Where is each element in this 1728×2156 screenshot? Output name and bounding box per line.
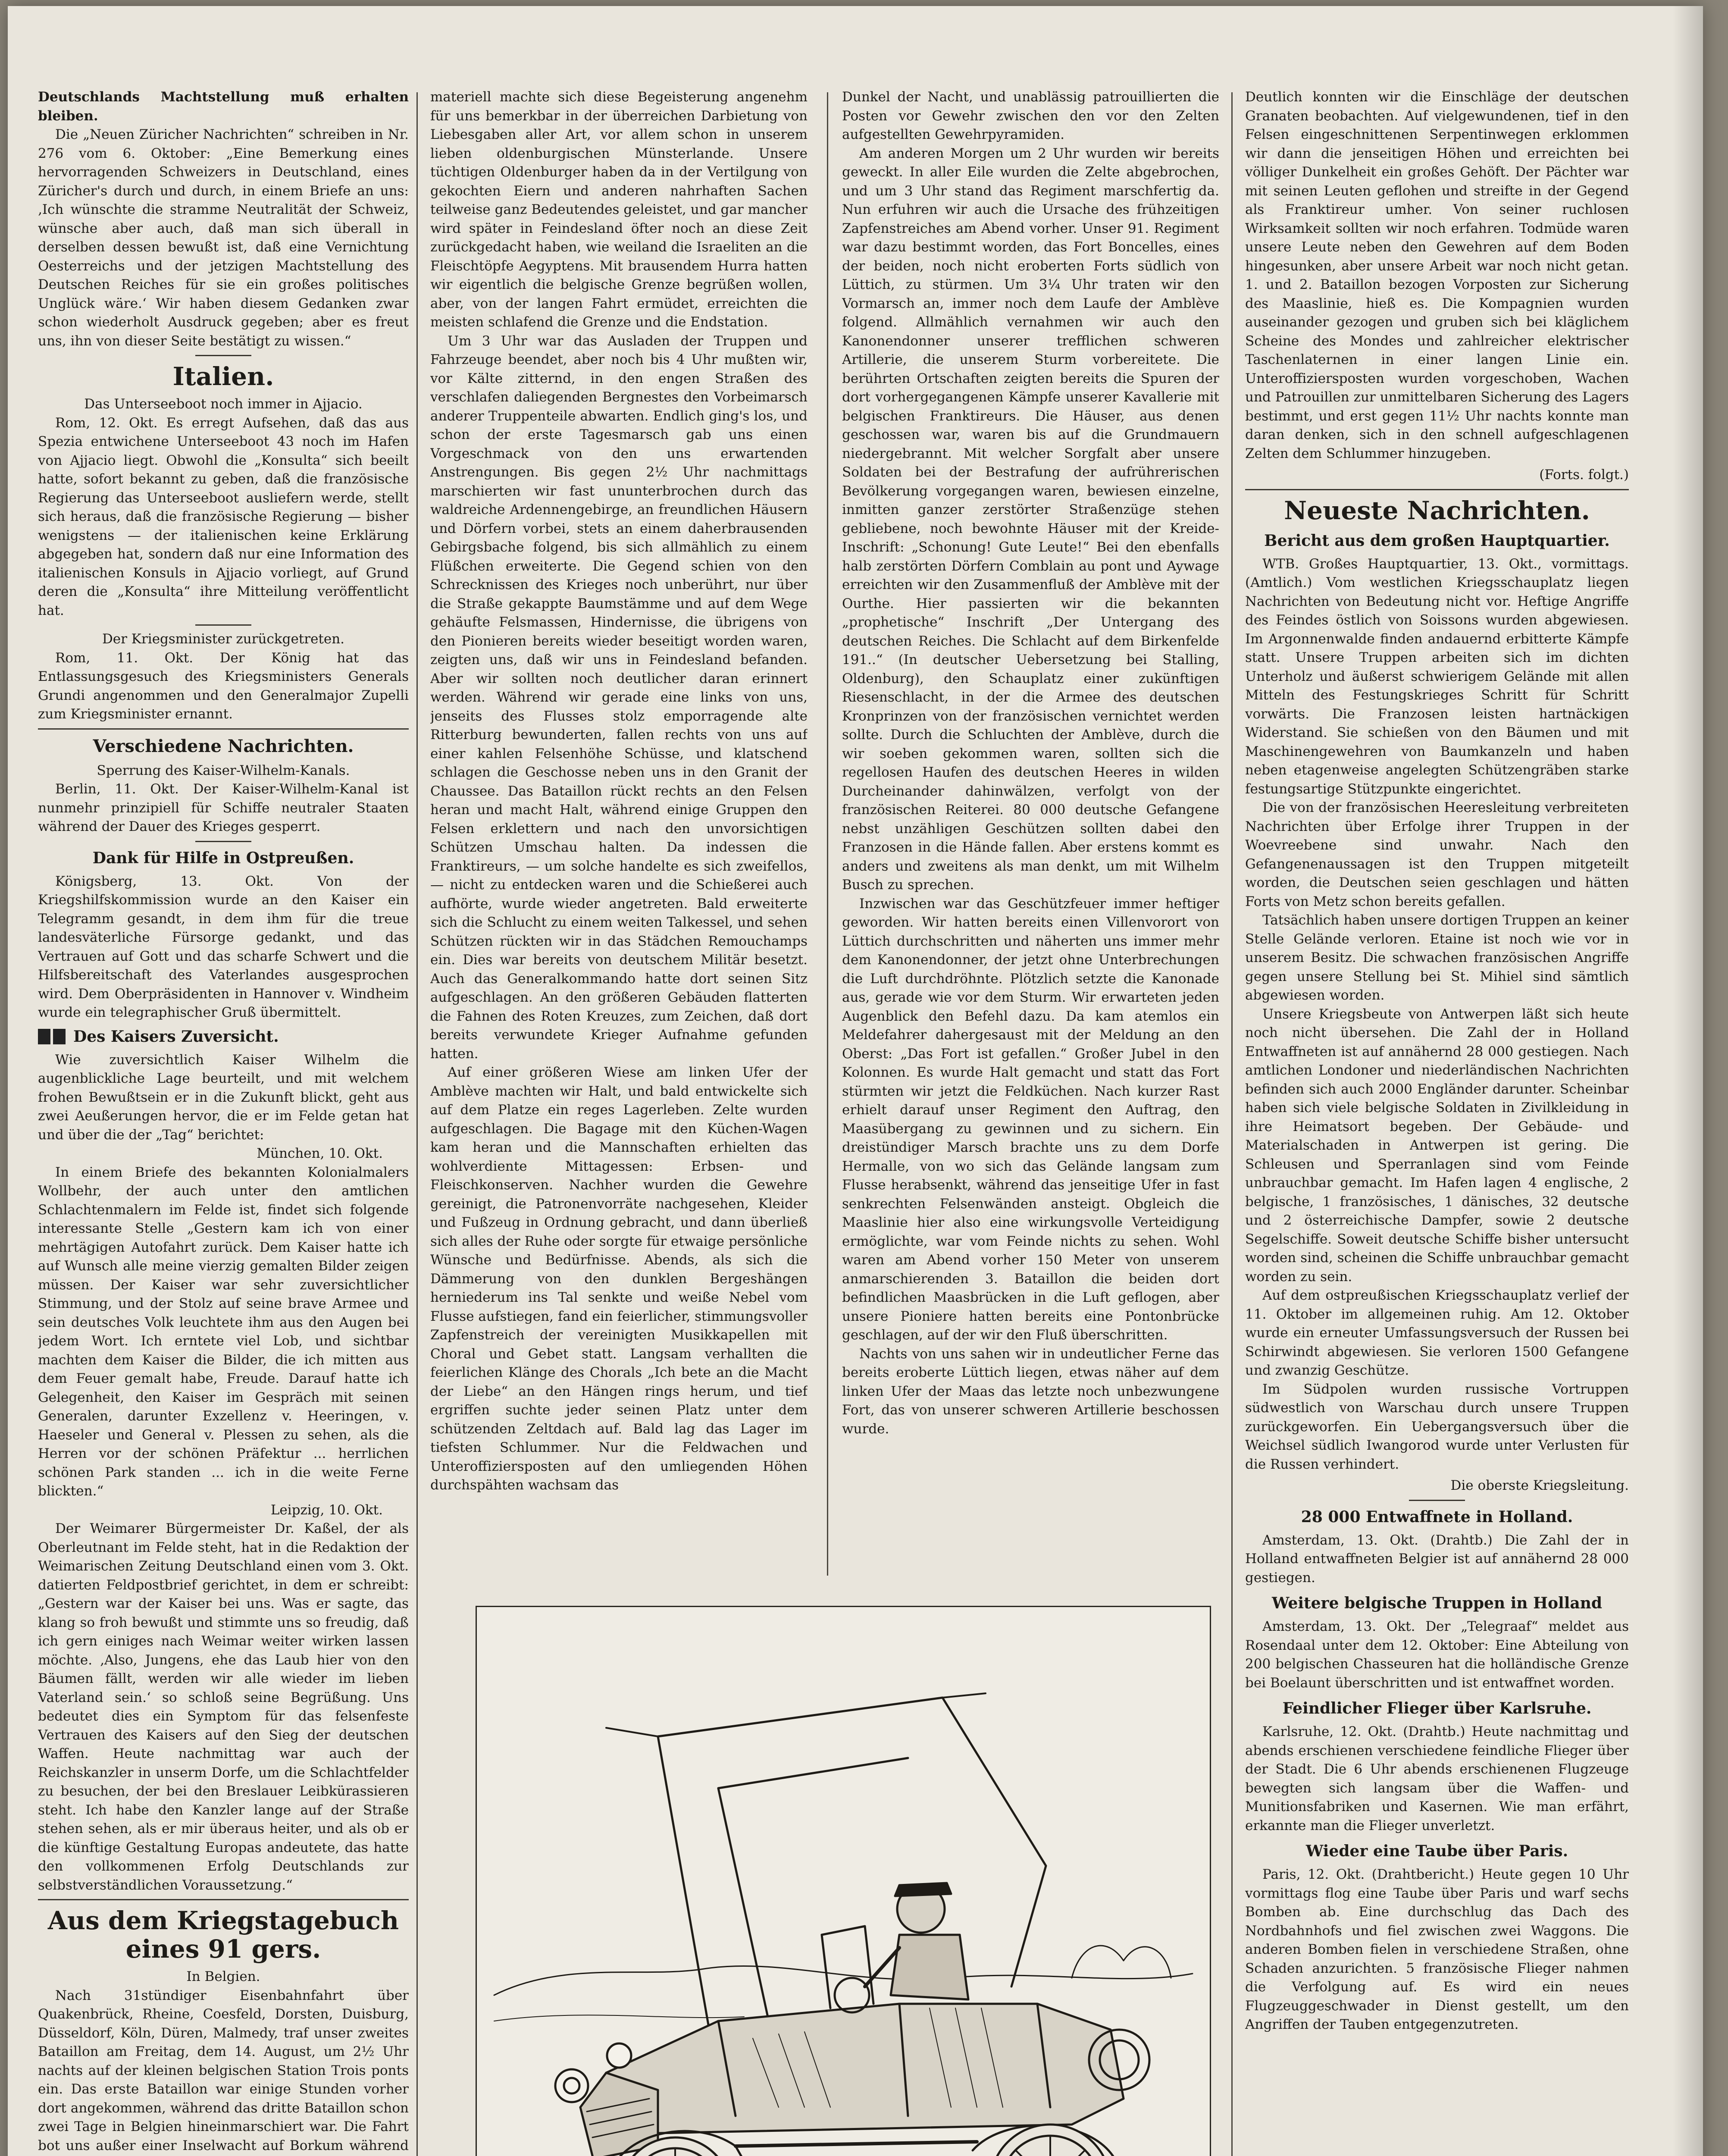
section-heading-italien: Italien. xyxy=(172,362,274,391)
sub-heading-flieger: Feindlicher Flieger über Karlsruhe. xyxy=(1282,1699,1592,1717)
divider xyxy=(38,728,409,730)
sub-heading: Der Kriegsminister zurückgetreten. xyxy=(102,631,345,647)
divider xyxy=(1409,1500,1465,1501)
article-paragraph: Unsere Kriegsbeute von Antwerpen läßt sich heute noch nicht übersehen. Die Zahl der in Holland Entwaffneten ist auf annähernd 28 000 gestiegen. Nach amtlichen Londoner und niederländischen Nachrichten befinden sich auch 2000 Engländer darunter. Scheinbar haben sich viele belgische Soldaten in Zivilkleidung in ihre Heimatsort begeben. Der Gebäude- und Materialschaden in Antwerpen ist gering. Die Schleusen und Sperranlagen sind vom Feinde unbrauchbar gemacht. Im Hafen lagen 4 englische, 2 belgische, 1 französisches, 1 dänisches, 32 deutsche und 2 österreichische Dampfer, sowie 2 deutsche Segelschiffe. Soweit deutsche Schiffe bisher untersucht worden sind, scheinen die Schiffe unbrauchbar gemacht worden zu sein. xyxy=(1245,1006,1629,1285)
sub-heading: Sperrung des Kaiser-Wilhelm-Kanals. xyxy=(97,762,350,778)
section-heading-verschiedene: Verschiedene Nachrichten. xyxy=(93,736,354,756)
article-paragraph: Königsberg, 13. Okt. Von der Kriegshilfskommission wurde an den Kaiser ein Telegramm gesandt, in dem ihm für die treue landesväterliche Fürsorge gedankt, und das Vertrauen auf Gott und das scharfe Schwert und die Hilfsbereitschaft des Vaterlandes ausgesprochen wird. Dem Oberpräsidenten in Hannover v. Windheim wurde ein telegraphischer Gruß übermittelt. xyxy=(38,873,409,1020)
article-paragraph: Amsterdam, 13. Okt. (Drahtb.) Die Zahl der in Holland entwaffneten Belgier ist auf annähernd 28 000 gestiegen. xyxy=(1245,1532,1629,1586)
column-4 xyxy=(1245,88,1629,2156)
dateline: Leipzig, 10. Okt. xyxy=(270,1502,383,1518)
article-paragraph: Deutlich konnten wir die Einschläge der deutschen Granaten beobachten. Auf vielgewundenen, tief in den Felsen eingeschnittenen Serpentinwegen erklommen wir dann die jenseitigen Höhen und erreichten bei völliger Dunkelheit ein großes Gehöft. Der Pächter war mit seinen Leuten geflohen und streifte in der Gegend als Franktireur umher. Von seiner ruchlosen Wirksamkeit sollten wir noch erfahren. Todmüde waren unsere Leute neben den Gewehren auf dem Boden hingesunken, aber unsere Arbeit war noch nicht getan. 1. und 2. Bataillon bezogen Vorposten zur Sicherung des Maaslinie, hieß es. Die Kompagnien wurden auseinander gezogen und gruben sich bei kläglichem Scheine des Mondes und zahlreicher elektrischer Taschenlaternen in einer langen Linie ein. Unteroffiziersposten wurden vorgeschoben, Wachen und Patrouillen zur unmittelbaren Sicherung des Lagers bestimmt, und erst gegen 11½ Uhr nachts konnte man daran denken, sich in den schnell aufgeschlagenen Zelten dem Schlummer hinzugeben. xyxy=(1245,89,1629,461)
article-paragraph: Nachts von uns sahen wir in undeutlicher Ferne das bereits eroberte Lüttich liegen, etwas näher auf dem linken Ufer der Maas das letzte noch unbezwungene Fort, das von unserer schweren Artillerie beschossen wurde. xyxy=(842,1346,1219,1437)
section-heading-dank: Dank für Hilfe in Ostpreußen. xyxy=(92,849,354,867)
article-paragraph: Der Weimarer Bürgermeister Dr. Kaßel, der als Oberleutnant im Felde steht, hat in die Redaktion der Weimarischen Zeitung Deutschland einen vom 3. Okt. datierten Feldpostbrief gerichtet, in dem er schreibt: „Gestern war der Kaiser bei uns. Was er sagte, das klang so froh bewußt und stimmte uns so freudig, daß ich gern einiges nach Weimar weiter wirken lassen möchte. ‚Also, Jungens, ehe das Laub hier von den Bäumen fällt, werden wir alle wieder im lieben Vaterland sein.‘ so schloß seine Begrüßung. Uns bedeutet dies ein Symptom für das felsenfeste Vertrauen des Kaisers auf den Sieg der deutschen Waffen. Heute nachmittag war auch der Reichskanzler in unserm Dorfe, um die Schlachtfelder zu besuchen, der bei den Breslauer Leibkürassieren steht. Ich habe den Kanzler lange auf der Straße stehen sehen, als er mir überaus heiter, und als ob er die künftige Gestaltung Europas andeutete, das hatte den vollkommenen Erfolg Deutschlands zur selbstverständlichen Voraussetzung.“ xyxy=(38,1521,409,1893)
article-paragraph: Amsterdam, 13. Okt. Der „Telegraaf“ meldet aus Rosendaal unter dem 12. Oktober: Eine Abteilung von 200 belgischen Chasseuren hat die holländische Grenze bei Boelaunt überschritten und ist entwaffnet worden. xyxy=(1245,1619,1629,1691)
column-1 xyxy=(38,88,409,2156)
article-paragraph: Im Südpolen wurden russische Vortruppen südwestlich von Warschau durch unsere Truppen zurückgeworfen. Ein Uebergangsversuch über die Weichsel südlich Iwangorod wurde unter Verlusten für die Russen verhindert. xyxy=(1245,1381,1629,1472)
article-heading: Deutschlands Machtstellung muß erhalten bleiben. xyxy=(38,89,409,124)
column-2 xyxy=(430,88,808,1584)
automobile-drawing xyxy=(477,1607,1210,2156)
article-paragraph: Rom, 11. Okt. Der König hat das Entlassungsgesuch des Kriegsministers Generals Grundi angenommen und den Generalmajor Zupelli zum Kriegsminister ernannt. xyxy=(38,650,409,722)
signature-line: Die oberste Kriegsleitung. xyxy=(1450,1478,1629,1493)
divider xyxy=(195,355,251,356)
column-rule xyxy=(1231,92,1233,2156)
article-paragraph: Nach 31stündiger Eisenbahnfahrt über Quakenbrück, Rheine, Coesfeld, Dorsten, Duisburg, Düsseldorf, Köln, Düren, Malmedy, traf unser zweites Bataillon am Freitag, dem 14. August, um 2½ Uhr nachts auf der kleinen belgischen Station Trois ponts ein. Das erste Bataillon war einige Stunden vorher dort angekommen, während das dritte Bataillon schon zwei Tage in Belgien hineinmarschiert war. Die Fahrt bot uns außer einer Inselwacht auf Borkum während xyxy=(38,1987,409,2153)
divider xyxy=(195,841,251,842)
war-automobile-illustration xyxy=(476,1606,1211,2156)
sub-heading: In Belgien. xyxy=(186,1969,260,1984)
column-rule xyxy=(827,92,828,1576)
sub-heading: Das Unterseeboot noch immer in Ajjacio. xyxy=(84,396,363,412)
article-paragraph: Berlin, 11. Okt. Der Kaiser-Wilhelm-Kanal ist nunmehr prinzipiell für Schiffe neutraler Staaten während der Dauer des Krieges gesperrt. xyxy=(38,781,409,834)
bullet-icon xyxy=(38,1029,66,1044)
column-rule xyxy=(416,92,418,2156)
article-paragraph: Auf einer größeren Wiese am linken Ufer der Amblève machten wir Halt, und bald entwickelte sich auf dem Platze ein reges Lagerleben. Zelte wurden aufgeschlagen. Die Bagage mit den Küchen-Wagen kam heran und die Mannschaften erhielten das wohlverdiente Mittagessen: Erbsen- und Fleischkonserven. Nachher wurden die Gewehre gereinigt, die Patronenvorräte nachgesehen, Kleider und Fußzeug in Ordnung gebracht, und dann überließ sich alles der Ruhe oder sorgte für etwaige persönliche Wünsche und Bedürfnisse. Abends, als sich die Dämmerung von den dunklen Bergeshängen herniederum ins Tal senkte und weiße Nebel vom Flusse aufstiegen, fand ein feierlicher, stimmungsvoller Zapfenstreich der vereinigten Musikkapellen mit Choral und Gebet statt. Langsam verhallten die feierlichen Klänge des Chorals „Ich bete an die Macht der Liebe“ an den Hängen rings herum, und tief ergriffen suchte jeder seinen Platz unter dem schützenden Zeltdach auf. Bald lag das Lager im tiefsten Schlummer. Nur die Feldwachen und Unteroffiziersposten auf den umliegenden Höhen durchspähten wachsam das xyxy=(430,1065,808,1493)
section-heading-tagebuch: Aus dem Kriegstagebuch xyxy=(47,1906,399,1935)
sub-heading-taube: Wieder eine Taube über Paris. xyxy=(1305,1842,1568,1860)
sub-heading-belgische: Weitere belgische Truppen in Holland xyxy=(1271,1594,1603,1612)
sub-heading-holland: 28 000 Entwaffnete in Holland. xyxy=(1301,1507,1573,1526)
divider xyxy=(1245,489,1629,490)
article-paragraph: Wie zuversichtlich Kaiser Wilhelm die augenblickliche Lage beurteilt, und mit welchem frohen Bewußtsein er in die Zukunft blickt, geht aus zwei Aeußerungen hervor, die er im Felde getan hat und über die der „Tag“ berichtet: xyxy=(38,1052,409,1143)
divider xyxy=(195,624,251,626)
article-paragraph: Die von der französischen Heeresleitung verbreiteten Nachrichten über Erfolge ihrer Truppen in der Woevreebene sind unwahr. Nach den Gefangenenaussagen ist den Truppen mitgeteilt worden, die Deutschen seien geschlagen und hätten Forts von Metz schon bereits gefallen. xyxy=(1245,800,1629,909)
article-paragraph: Am anderen Morgen um 2 Uhr wurden wir bereits geweckt. In aller Eile wurden die Zelte abgebrochen, und um 3 Uhr stand das Regiment marschfertig da. Nun erfuhren wir auch die Ursache des frühzeitigen Zapfenstreiches am Abend vorher. Unser 91. Regiment war dazu bestimmt worden, das Fort Boncelles, eines der beiden, noch nicht eroberten Forts südlich von Lüttich, zu stürmen. Um 3¼ Uhr traten wir den Vormarsch an, immer noch dem Laufe der Amblève folgend. Allmählich vernahmen wir auch den Kanonendonner unserer trefflichen schweren Artillerie, die unserem Sturm vorbereitete. Die berührten Ortschaften zeigten bereits die Spuren der dort vorhergegangenen Kämpfe unserer Kavallerie mit belgischen Franktireurs. Die Häuser, aus denen geschossen war, waren bis auf die Grundmauern niedergebrannt. Mit welcher Sorgfalt aber unsere Soldaten bei der Bestrafung der aufrührerischen Bevölkerung vorgegangen waren, bewiesen einzelne, inmitten ganzer zerstörter Straßenzüge stehen gebliebene, noch bewohnte Häuser mit der Kreide-Inschrift: „Schonung! Gute Leute!“ Bei den ebenfalls halb zerstörten Dörfern Comblain au pont und Aywage erreichten wir den Zusammenfluß der Amblève mit der Ourthe. Hier passierten wir die bekannten „prophetische“ Inschrift „Der Untergang des deutschen Reiches. Die Schlacht auf dem Birkenfelde 191..“ (In deutscher Uebersetzung bei Stalling, Oldenburg), den Schauplatz einer zukünftigen Riesenschlacht, in der die Armee des deutschen Kronprinzen von der französischen vernichtet werden sollte. Durch die Schluchten der Amblève, durch die wir soeben gekommen waren, sollten sich die regellosen Haufen des deutschen Heeres in wilden Durcheinander dahinwälzen, verfolgt von der französischen Reiterei. 80 000 deutsche Gefangene nebst unzähligen Geschützen sollten dabei den Franzosen in die Hände fallen. Aber erstens kommt es anders und zweitens als man denkt, um mit Wilhelm Busch zu sprechen. xyxy=(842,145,1219,893)
section-heading-kaiser: Des Kaisers Zuversicht. xyxy=(73,1027,279,1046)
sub-heading-bericht: Bericht aus dem großen Hauptquartier. xyxy=(1264,531,1610,550)
section-heading-neueste: Neueste Nachrichten. xyxy=(1284,495,1590,525)
article-paragraph: materiell machte sich diese Begeisterung angenehm für uns bemerkbar in der überreichen Darbietung von Liebesgaben aller Art, vor allem schon in unserem lieben oldenburgischen Münsterlande. Unsere tüchtigen Oldenburger haben da in der Vertilgung von gekochten Eiern und anderen nahrhaften Sachen teilweise ganz Bedeutendes geleistet, und gar mancher wird später in Feindesland öfter noch an diese Zeit zurückgedacht haben, wie weiland die Israeliten an die Fleischtöpfe Aegyptens. Mit brausendem Hurra hatten wir eigentlich die belgische Grenze begrüßen wollen, aber, von der langen Fahrt ermüdet, erreichten die meisten schlafend die Grenze und die Endstation. xyxy=(430,89,808,330)
section-heading-tagebuch-line2: eines 91 gers. xyxy=(125,1934,321,1964)
article-paragraph: In einem Briefe des bekannten Kolonialmalers Wollbehr, der auch unter den amtlichen Schlachtenmalern im Felde ist, findet sich folgende interessante Stelle „Gestern kam ich von einer mehrtägigen Autofahrt zurück. Dem Kaiser hatte ich auf Wunsch alle meine vierzig gemalten Bilder zeigen müssen. Der Kaiser war sehr zuversichtlicher Stimmung, und der Stolz auf seine brave Armee und sein deutsches Volk leuchtete ihm aus den Augen bei jedem Wort. Ich erntete viel Lob, und sichtbar machten dem Kaiser die Bilder, die ich mitten aus dem Feuer gemalt habe, Freude. Darauf hatte ich Gelegenheit, den Kaiser im Gespräch mit seinen Generalen, darunter Exzellenz v. Heeringen, v. Haeseler und General v. Plessen zu sehen, als die Herren vor der schönen Präfektur ... herrlichen schönen Park standen ... ich in die weite Ferne blickten.“ xyxy=(38,1164,409,1499)
kaiser-heading-row xyxy=(38,1027,409,1047)
article-paragraph: Dunkel der Nacht, und unablässig patrouillierten die Posten vor Gewehr zwischen den vor den Zelten aufgestellten Gewehrpyramiden. xyxy=(842,89,1219,142)
newspaper-page xyxy=(8,6,1703,2156)
article-paragraph: Die „Neuen Züricher Nachrichten“ schreiben in Nr. 276 vom 6. Oktober: „Eine Bemerkung eines hervorragenden Schweizers in Deutschland, eines Züricher's durch und durch, in einem Briefe an uns: ‚Ich wünschte die stramme Neutralität der Schweiz, wünsche aber auch, daß man sich überall in derselben dessen bewußt ist, daß eine Vernichtung Oesterreichs und der jetzigen Machtstellung des Deutschen Reiches für sie ein großes politisches Unglück wäre.‘ Wir haben diesem Gedanken zwar schon wiederholt Ausdruck gegeben; aber es freut uns, ihn von dieser Seite bestätigt zu wissen.“ xyxy=(38,127,409,349)
article-paragraph: Rom, 12. Okt. Es erregt Aufsehen, daß das aus Spezia entwichene Unterseeboot 43 noch im Hafen von Ajjacio liegt. Obwohl die „Konsulta“ sich beeilt hatte, sofort bekannt zu geben, daß die französische Regierung das Unterseeboot ausliefern werde, stellt sich heraus, daß die französische Regierung — bisher wenigstens — der italienischen keine Erklärung abgegeben hat, sondern daß nur eine Information des italienischen Konsuls in Ajjacio vorliegt, auf Grund deren die „Konsulta“ ihre Mitteilung veröffentlicht hat. xyxy=(38,415,409,618)
article-paragraph: Karlsruhe, 12. Okt. (Drahtb.) Heute nachmittag und abends erschienen verschiedene feindliche Flieger über der Stadt. Die 6 Uhr abends erschienenen Flugzeuge bewegten sich langsam über die Waffen- und Munitionsfabriken und Kasernen. Wie man erfährt, erkannte man die Flieger unverletzt. xyxy=(1245,1724,1629,1833)
article-paragraph: WTB. Großes Hauptquartier, 13. Okt., vormittags. (Amtlich.) Vom westlichen Kriegsschauplatz liegen Nachrichten von Bedeutung nicht vor. Heftige Angriffe des Feindes östlich von Soissons wurden abgewiesen. Im Argonnenwalde finden andauernd erbitterte Kämpfe statt. Unsere Truppen arbeiten sich im dichten Unterholz und äußerst schwierigem Gelände mit allen Mitteln des Festungskrieges Schritt für Schritt vorwärts. Die Franzosen leisten hartnäckigen Widerstand. Sie schießen von den Bäumen und mit Maschinengewehren von Baumkanzeln und haben neben etagenweise angelegten Schützengräben starke festungsartige Stützpunkte eingerichtet. xyxy=(1245,556,1629,797)
column-3 xyxy=(842,88,1219,1584)
continuation-note: (Forts. folgt.) xyxy=(1539,467,1629,483)
divider xyxy=(38,1899,409,1900)
article-paragraph: Auf dem ostpreußischen Kriegsschauplatz verlief der 11. Oktober im allgemeinen ruhig. Am 12. Oktober wurde ein erneuter Umfassungsversuch der Russen bei Schirwindt abgewiesen. Sie verloren 1500 Gefangene und zwanzig Geschütze. xyxy=(1245,1288,1629,1378)
article-paragraph: Um 3 Uhr war das Ausladen der Truppen und Fahrzeuge beendet, aber noch bis 4 Uhr mußten wir, vor Kälte zitternd, in den engen Straßen des verschlafen daliegenden Bergnestes den Vorbeimarsch anderer Truppenteile abwarten. Endlich ging's los, und schon der erste Tagesmarsch gab uns einen Vorgeschmack von den uns erwartenden Anstrengungen. Bis gegen 2½ Uhr nachmittags marschierten wir fast ununterbrochen durch das waldreiche Ardennengebirge, an freundlichen Häusern und Dörfern vorbei, stets an einem daherbrausenden Gebirgsbache folgend, bis sich allmählich zu einem Flüßchen erweiterte. Die Gegend schien von den Schrecknissen des Krieges noch unberührt, nur über die Straße gekappte Baumstämme und auf dem Wege gehäufte Felsmassen, Hindernisse, die übrigens von den Pionieren bereits wieder beseitigt worden waren, zeigten uns, daß wir uns in Feindesland befanden. Aber wir sollten noch deutlicher daran erinnert werden. Während wir gerade eine links von uns, jenseits des Flusses stolz emporragende alte Ritterburg bewunderten, fallen rechts von uns auf einer kahlen Felsenhöhe Schüsse, und klatschend schlagen die Geschosse neben uns in den Granit der Chaussee. Das Bataillon rückt rechts an den Felsen heran und macht Halt, während einige Gruppen den Felsen erklettern und nach den unvorsichtigen Schützen Umschau halten. Da indessen die Franktireurs, — um solche handelte es sich zweifellos, — nicht zu entdecken waren und die Schießerei auch aufhörte, wurde wieder angetreten. Bald erweiterte sich die Schlucht zu einem weiten Talkessel, und sehen Schützen rückten wir in das Städchen Remouchamps ein. Dies war bereits von deutschem Militär besetzt. Auch das Generalkommando hatte dort seinen Sitz aufgeschlagen. An den größeren Gebäuden flatterten die Fahnen des Roten Kreuzes, zum Zeichen, daß dort bereits verwundete Krieger Aufnahme gefunden hatten. xyxy=(430,333,808,1062)
article-paragraph: Paris, 12. Okt. (Drahtbericht.) Heute gegen 10 Uhr vormittags flog eine Taube über Paris und warf sechs Bomben ab. Eine durchschlug das Dach des Nordbahnhofs und fiel zwischen zwei Waggons. Die anderen Bomben fielen in verschiedene Straßen, ohne Schaden anzurichten. 5 französische Flieger nahmen die Verfolgung auf. Es wird ein neues Flugzeuggeschwader in Dienst gestellt, um den Angriffen der Tauben entgegenzutreten. xyxy=(1245,1867,1629,2032)
article-paragraph: Tatsächlich haben unsere dortigen Truppen an keiner Stelle Gelände verloren. Etaine ist noch wie vor in unserem Besitz. Die schwachen französischen Angriffe gegen unsere Stellung bei St. Mihiel sind sämtlich abgewiesen worden. xyxy=(1245,912,1629,1003)
dateline: München, 10. Okt. xyxy=(257,1146,383,1161)
article-paragraph: Inzwischen war das Geschützfeuer immer heftiger geworden. Wir hatten bereits einen Villenvorort von Lüttich durchschritten und näherten uns immer mehr dem Kanonendonner, der jetzt ohne Unterbrechungen die Luft durchdröhnte. Plötzlich setzte die Kanonade aus, gerade wie vor dem Sturm. Wir erwarteten jeden Augenblick den Befehl dazu. Da kam atemlos ein Meldefahrer dahergesaust mit der Meldung an den Oberst: „Das Fort ist gefallen.“ Großer Jubel in den Kolonnen. Es wurde Halt gemacht und statt das Fort stürmten wir jetzt die Feldküchen. Nach kurzer Rast erhielt darauf unser Regiment den Auftrag, den Maasübergang zu gewinnen und zu sichern. Ein dreistündiger Marsch brachte uns zu dem Dorfe Hermalle, von wo sich das Gelände langsam zum Flusse herabsenkt, während das jenseitige Ufer in fast senkrechten Felsenwänden ansteigt. Obgleich die Maaslinie hier also eine wirkungsvolle Verteidigung ermöglichte, war vom Feinde nichts zu sehen. Wohl waren am Abend vorher 150 Meter von unserem anmarschierenden 3. Bataillon die beiden dort befindlichen Maasbrücken in die Luft geflogen, aber unsere Pioniere hatten bereits eine Pontonbrücke geschlagen, auf der wir den Fluß überschritten. xyxy=(842,896,1219,1343)
